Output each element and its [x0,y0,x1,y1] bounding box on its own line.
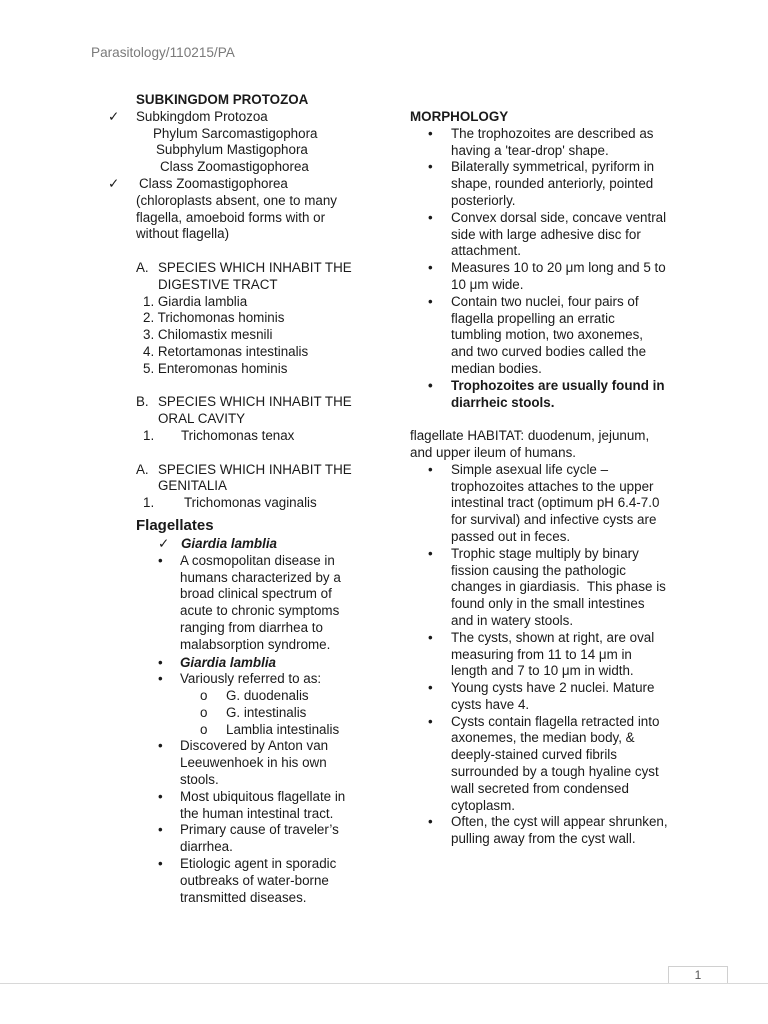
bullet-icon: • [428,293,433,309]
bullet-icon: • [428,629,433,645]
list-item: 1. Giardia lamblia [143,293,248,309]
species-group-digestive [108,260,363,294]
bullet-item: • Giardia lamblia [158,654,277,670]
bullet-icon: • [428,545,433,561]
bullet-icon: • [428,260,433,276]
bullet-icon: • [428,680,433,696]
bullet-item: • The trophozoites are described as having a 'tear-drop' shape. [428,125,654,158]
habitat-paragraph: flagellate HABITAT: duodenum, jejunum, and upper ileum of humans. [410,428,650,460]
bullet-icon: • [428,159,433,175]
checkmark-icon: ✓ [158,535,170,551]
bullet-icon: • [158,856,163,872]
bullet-item: • Bilaterally symmetrical, pyriform in shape, rounded anteriorly, pointed posteriorly. [428,159,655,208]
flagellates-heading: Flagellates [136,516,214,534]
checkmark-icon: ✓ [108,108,120,124]
group-letter: A. [136,461,149,477]
bullet-icon: • [158,552,163,568]
footer-divider [0,983,768,984]
list-item: 1. Trichomonas vaginalis [143,495,317,511]
list-item: 1. Trichomonas tenax [143,427,295,443]
document-header: Parasitology/110215/PA [91,45,235,60]
taxonomy-line: Phylum Sarcomastigophora [153,125,318,141]
list-item: 5. Enteromonas hominis [143,360,288,376]
checkmark-icon: ✓ [108,175,120,191]
alias-item: o Lamblia intestinalis [200,721,340,737]
species-group-oral [108,394,363,428]
bullet-icon: • [428,713,433,729]
circle-bullet-icon: o [200,704,208,720]
bullet-icon: • [158,788,163,804]
circle-bullet-icon: o [200,721,208,737]
group-heading-line: GENITALIA [158,478,227,494]
bullet-item: • The cysts, shown at right, are oval measuring from 11 to 14 μm in length and 7 to 10 μm in width. [428,629,655,679]
giardia-subheading: ✓ Giardia lamblia [158,535,278,551]
bullet-icon: • [158,654,163,670]
section-title-protozoa: SUBKINGDOM PROTOZOA [136,92,309,107]
bullet-icon: • [158,671,163,687]
bullet-icon: • [428,209,433,225]
class-line: Class Zoomastigophorea [139,175,288,191]
digestive-species-list [108,294,363,378]
bullet-item: • Trophic stage multiply by binary fission causing the pathologic changes in giardiasis. This phase is found only in the small intestines and in watery stools. [428,545,666,628]
bullet-item: • Most ubiquitous flagellate in the human intestinal tract. [158,788,346,821]
taxonomy-line: Class Zoomastigophorea [160,159,309,175]
bullet-icon: • [428,461,433,477]
taxonomy-line: Subkingdom Protozoa [136,108,268,124]
bullet-item: • Etiologic agent in sporadic outbreaks of water-borne transmitted diseases. [158,856,337,905]
bullet-icon: • [428,814,433,830]
bullet-item: • Primary cause of traveler’s diarrhea. [158,822,339,855]
species-group-genitalia [108,462,363,496]
list-item: 4. Retortamonas intestinalis [143,343,309,359]
group-letter: A. [136,259,149,275]
class-line: flagella, amoeboid forms with or [136,209,326,225]
alias-item: o G. intestinalis [200,704,307,720]
bullet-item: • Often, the cyst will appear shrunken, pulling away from the cyst wall. [428,814,668,847]
bullet-icon: • [428,125,433,141]
bullet-icon: • [158,822,163,838]
group-letter: B. [136,394,149,410]
bullet-item: • Contain two nuclei, four pairs of flagella propelling an erratic tumbling motion, two axonemes, and two curved bodies called the median bodies. [428,293,647,376]
circle-bullet-icon: o [200,688,208,704]
bullet-item: • A cosmopolitan disease in humans characterized by a broad clinical spectrum of acute to chronic symptoms ranging from diarrhea to malabsorption syndrome. [158,552,341,652]
taxonomy-line: Subphylum Mastigophora [156,142,308,158]
page-number: 1 [668,966,728,983]
bullet-item: • Discovered by Anton van Leeuwenhoek in his own stools. [158,738,329,788]
bullet-item: • Cysts contain flagella retracted into axonemes, the median body, & deeply-stained curved fibrils surrounded by a tough hyaline cyst wall secreted from condensed cytoplasm. [428,713,660,813]
class-line: without flagella) [136,226,230,242]
group-heading-line: ORAL CAVITY [158,411,246,427]
class-line: (chloroplasts absent, one to many [136,192,337,208]
alias-list [108,688,363,738]
bullet-item: • Young cysts have 2 nuclei. Mature cysts have 4. [428,680,655,712]
group-heading-line: SPECIES WHICH INHABIT THE [158,259,352,275]
section-title-morphology: MORPHOLOGY [410,109,509,124]
group-heading-line: DIGESTIVE TRACT [158,276,278,292]
bullet-item: • Convex dorsal side, concave ventral side with large adhesive disc for attachment. [428,209,667,259]
bullet-item: • Variously referred to as: [158,671,322,687]
bullet-item-bold: • Trophozoites are usually found in diarrheic stools. [428,377,665,410]
group-heading-line: SPECIES WHICH INHABIT THE [158,394,352,410]
list-item: 3. Chilomastix mesnili [143,327,273,343]
bullet-item: • Simple asexual life cycle – trophozoites attaches to the upper intestinal tract (optimum pH 6.4-7.0 for survival) and infective cysts are passed out in feces. [428,461,660,544]
bullet-icon: • [428,377,433,393]
taxonomy-list-item [108,109,363,176]
left-column [108,92,363,906]
list-item: 2. Trichomonas hominis [143,310,285,326]
alias-item: o G. duodenalis [200,688,309,704]
group-heading-line: SPECIES WHICH INHABIT THE [158,461,352,477]
bullet-item: • Measures 10 to 20 μm long and 5 to 10 μm wide. [428,260,666,292]
class-description-item [108,176,363,243]
right-column [410,109,710,848]
bullet-icon: • [158,738,163,754]
